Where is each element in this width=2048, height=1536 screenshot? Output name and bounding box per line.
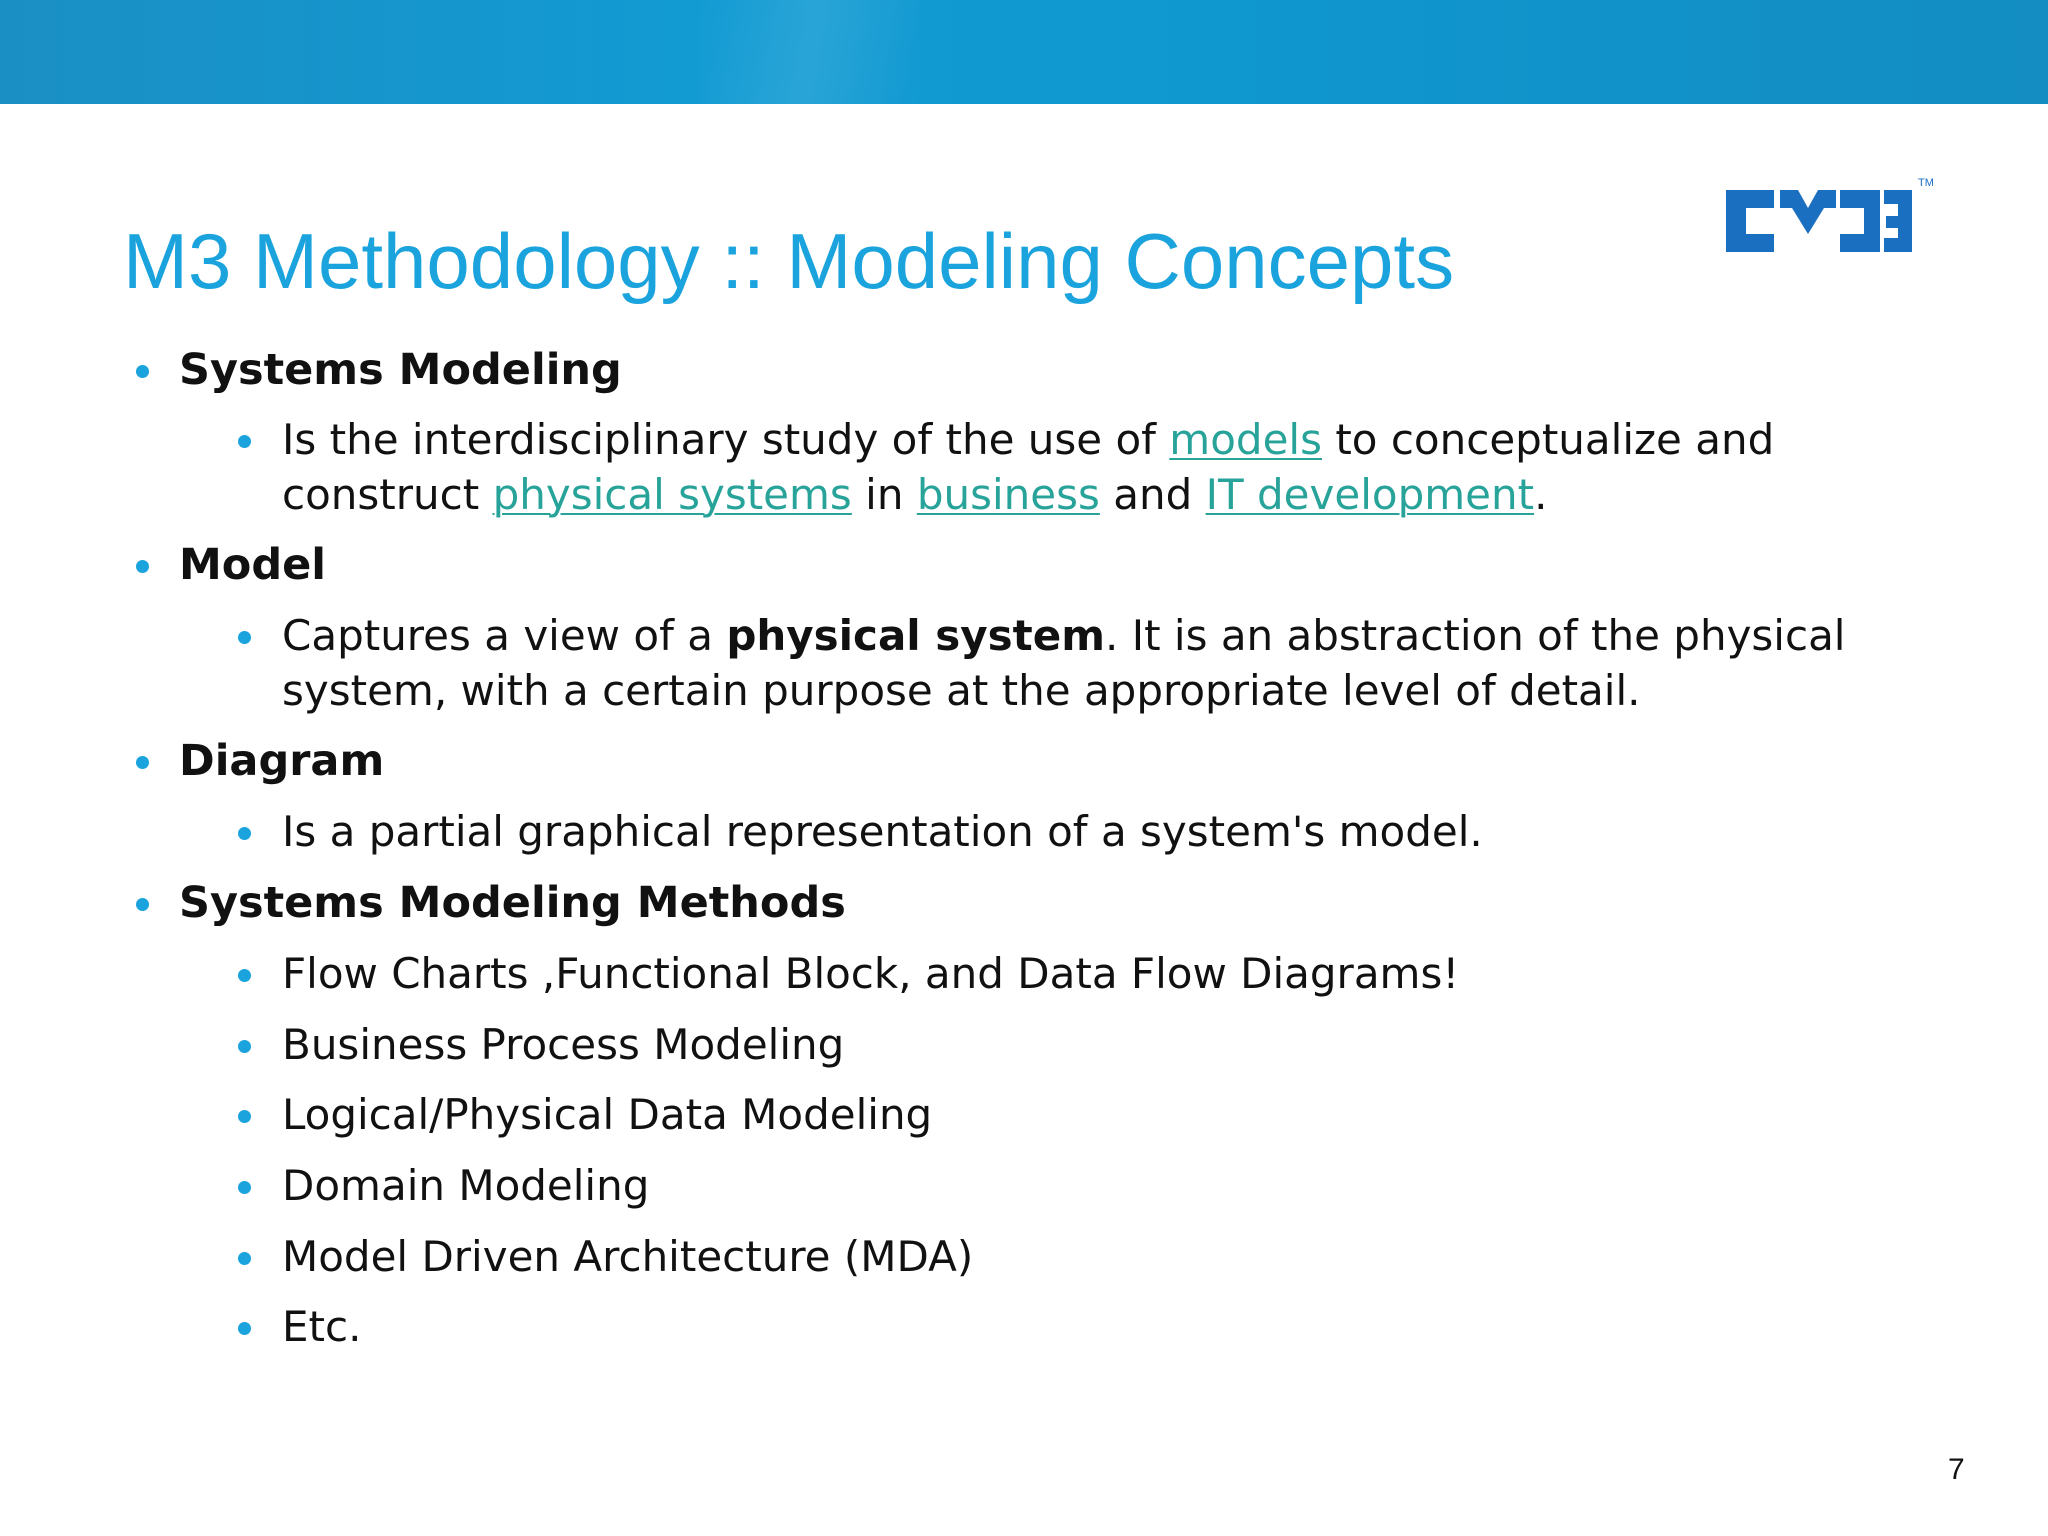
text-fragment: Captures a view of a bbox=[282, 611, 727, 660]
text-fragment: construct bbox=[282, 470, 493, 519]
text-fragment: system, with a certain purpose at the appropriate level of detail. bbox=[282, 666, 1641, 715]
heading-text: Systems Modeling bbox=[179, 345, 622, 395]
heading-diagram bbox=[179, 733, 384, 789]
method-text: Flow Charts ,Functional Block, and Data Flow Diagrams! bbox=[282, 949, 1460, 998]
heading-model bbox=[179, 537, 326, 593]
logo-bracket-right bbox=[1840, 190, 1880, 252]
bullet-icon bbox=[136, 898, 149, 911]
bullet-icon bbox=[238, 1252, 251, 1265]
header-banner bbox=[0, 0, 2048, 104]
bullet-icon bbox=[238, 1040, 251, 1053]
logo-bracket-left bbox=[1726, 190, 1774, 252]
emphasis-physical-system: physical system bbox=[726, 611, 1106, 660]
slide-title: M3 Methodology :: Modeling Concepts bbox=[123, 217, 1455, 305]
text-fragment: . It is an abstraction of the physical bbox=[1105, 611, 1846, 660]
model-line-2 bbox=[282, 663, 1640, 719]
method-text: Etc. bbox=[282, 1302, 362, 1351]
text-fragment: . bbox=[1534, 470, 1548, 519]
model-line-1 bbox=[282, 608, 1845, 664]
method-item bbox=[282, 1158, 649, 1214]
text-fragment: Is a partial graphical representation of a system's model. bbox=[282, 807, 1483, 856]
text-fragment: and bbox=[1099, 470, 1206, 519]
link-models[interactable]: models bbox=[1169, 415, 1322, 464]
text-fragment: Is the interdisciplinary study of the use of bbox=[282, 415, 1170, 464]
method-text: Logical/Physical Data Modeling bbox=[282, 1090, 933, 1139]
systems-modeling-line-1 bbox=[282, 412, 1774, 468]
logo-digit-3 bbox=[1884, 190, 1912, 252]
diagram-line-1 bbox=[282, 804, 1483, 860]
text-fragment: in bbox=[851, 470, 917, 519]
method-text: Model Driven Architecture (MDA) bbox=[282, 1232, 974, 1281]
method-text: Business Process Modeling bbox=[282, 1020, 845, 1069]
method-item bbox=[282, 1017, 844, 1073]
bullet-icon bbox=[238, 1110, 251, 1123]
heading-systems-modeling-methods bbox=[179, 875, 846, 931]
page-number: 7 bbox=[1948, 1453, 1965, 1486]
method-item bbox=[282, 1229, 973, 1285]
method-item bbox=[282, 1087, 932, 1143]
bullet-icon bbox=[238, 435, 251, 448]
bullet-icon bbox=[238, 1322, 251, 1335]
bullet-icon bbox=[136, 560, 149, 573]
logo-letter-m bbox=[1780, 190, 1836, 234]
link-physical-systems[interactable]: physical systems bbox=[492, 470, 852, 519]
bullet-icon bbox=[238, 827, 251, 840]
bullet-icon bbox=[238, 969, 251, 982]
method-item bbox=[282, 946, 1459, 1002]
bullet-icon bbox=[136, 365, 149, 378]
method-text: Domain Modeling bbox=[282, 1161, 650, 1210]
method-item bbox=[282, 1299, 361, 1355]
m3-logo bbox=[1722, 168, 1942, 258]
text-fragment: to conceptualize and bbox=[1321, 415, 1775, 464]
heading-text: Diagram bbox=[179, 736, 385, 786]
link-business[interactable]: business bbox=[916, 470, 1100, 519]
bullet-icon bbox=[238, 1181, 251, 1194]
logo-trademark: TM bbox=[1918, 177, 1934, 189]
link-it-development[interactable]: IT development bbox=[1205, 470, 1535, 519]
systems-modeling-line-2 bbox=[282, 467, 1547, 523]
banner-sheen bbox=[700, 0, 920, 104]
bullet-icon bbox=[136, 756, 149, 769]
heading-text: Systems Modeling Methods bbox=[179, 878, 846, 928]
bullet-icon bbox=[238, 631, 251, 644]
heading-text: Model bbox=[179, 540, 327, 590]
heading-systems-modeling bbox=[179, 342, 622, 398]
